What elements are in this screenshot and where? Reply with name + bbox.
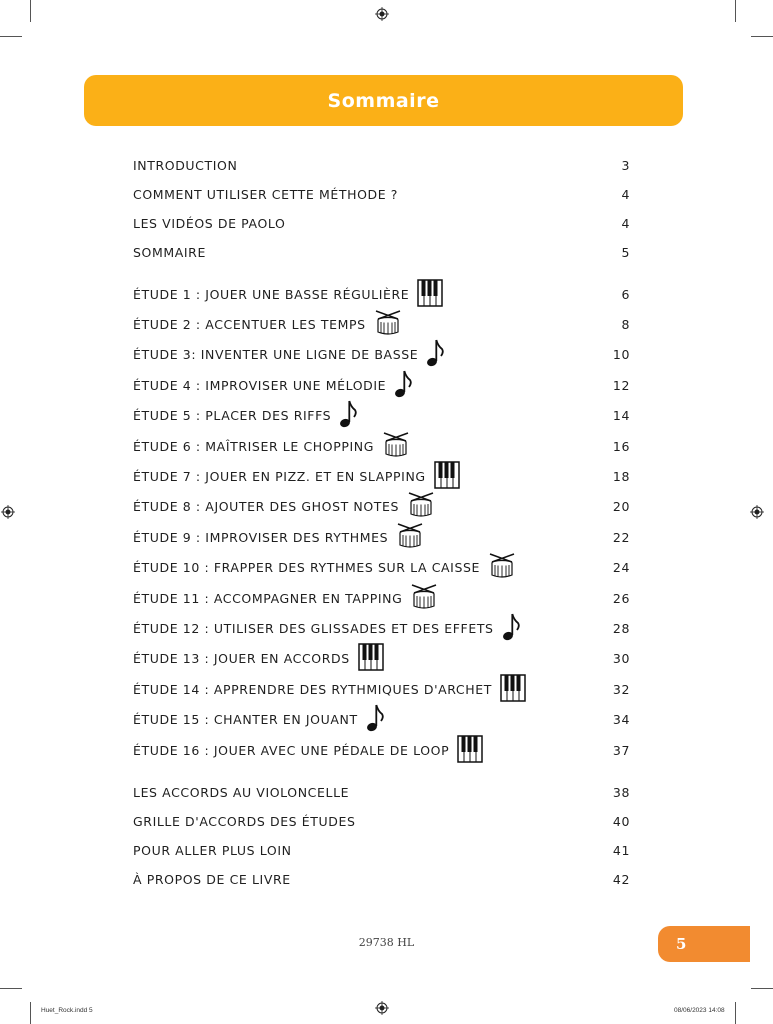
toc-entry-label: À PROPOS DE CE LIVRE	[133, 871, 291, 887]
slug-file: Huet_Rock.indd 5	[41, 1007, 93, 1014]
toc-entry-page: 16	[612, 438, 630, 454]
toc-entry[interactable]	[133, 707, 630, 733]
crop-mark	[0, 988, 22, 989]
piano-keys-icon	[457, 735, 483, 766]
header-banner	[84, 75, 683, 126]
toc-entry-page: 22	[612, 529, 630, 545]
toc-entry-label: POUR ALLER PLUS LOIN	[133, 842, 292, 858]
slug-date: 08/06/2023 14:08	[674, 1007, 725, 1014]
drum-icon	[407, 492, 435, 521]
toc-entry-page: 34	[612, 712, 630, 728]
toc-entry-label: GRILLE D'ACCORDS DES ÉTUDES	[133, 813, 356, 829]
toc-entry-title-group	[133, 523, 424, 552]
toc-entry-page: 26	[612, 590, 630, 606]
toc-entry[interactable]	[133, 615, 630, 641]
toc-entry[interactable]	[133, 676, 630, 702]
toc-entry-label: ÉTUDE 4 : IMPROVISER UNE MÉLODIE	[133, 377, 387, 393]
toc-entry-title-group	[133, 643, 384, 674]
page-number-tab	[658, 926, 750, 962]
toc-entry-title-group	[133, 399, 357, 432]
toc-entry-title-group	[133, 492, 435, 521]
toc-entry[interactable]	[133, 646, 630, 672]
piano-keys-icon	[500, 674, 526, 705]
crop-mark	[735, 1002, 736, 1024]
toc-entry-label: ÉTUDE 14 : APPRENDRE DES RYTHMIQUES D'ARCHET	[133, 681, 492, 697]
toc-entry-title-group	[133, 338, 444, 371]
toc-entry-title-group	[133, 245, 206, 260]
piano-keys-icon	[358, 643, 384, 674]
crop-mark	[735, 0, 736, 22]
toc-entry-title-group	[133, 703, 384, 736]
crop-mark	[0, 36, 22, 37]
toc-entry-page: 18	[612, 468, 630, 484]
registration-mark-icon	[375, 7, 389, 21]
toc-entry-label: LES VIDÉOS DE PAOLO	[133, 215, 286, 231]
toc-entry-title-group	[133, 187, 398, 202]
toc-entry-label: ÉTUDE 16 : JOUER AVEC UNE PÉDALE DE LOOP	[133, 742, 450, 758]
toc-entry[interactable]	[133, 555, 630, 581]
music-note-icon	[339, 399, 357, 432]
toc-entry[interactable]	[133, 585, 630, 611]
toc-entry-label: SOMMAIRE	[133, 244, 206, 260]
page-title: Sommaire	[327, 89, 440, 112]
toc-entry-label: COMMENT UTILISER CETTE MÉTHODE ?	[133, 186, 399, 202]
toc-entry-label: LES ACCORDS AU VIOLONCELLE	[133, 784, 350, 800]
drum-icon	[488, 553, 516, 582]
drum-icon	[396, 523, 424, 552]
toc-entry-page: 37	[612, 742, 630, 758]
toc-entry[interactable]	[133, 808, 630, 834]
toc-entry[interactable]	[133, 239, 630, 265]
toc-entry-label: ÉTUDE 7 : JOUER EN PIZZ. ET EN SLAPPING	[133, 468, 426, 484]
crop-mark	[751, 36, 773, 37]
toc-entry-page: 30	[612, 651, 630, 667]
crop-mark	[751, 988, 773, 989]
toc-entry[interactable]	[133, 210, 630, 236]
toc-entry-label: ÉTUDE 11 : ACCOMPAGNER EN TAPPING	[133, 590, 403, 606]
piano-keys-icon	[417, 279, 443, 310]
toc-entry[interactable]	[133, 737, 630, 763]
music-note-icon	[502, 612, 520, 645]
toc-entry-title-group	[133, 432, 410, 461]
toc-entry-label: ÉTUDE 2 : ACCENTUER LES TEMPS	[133, 316, 366, 332]
toc-entry-page: 40	[612, 813, 630, 829]
music-note-icon	[394, 369, 412, 402]
toc-entry[interactable]	[133, 372, 630, 398]
toc-entry[interactable]	[133, 463, 630, 489]
toc-entry-page: 5	[621, 244, 630, 260]
toc-entry[interactable]	[133, 311, 630, 337]
toc-entry-title-group	[133, 785, 349, 800]
toc-entry[interactable]	[133, 866, 630, 892]
toc-entry-title-group	[133, 369, 412, 402]
drum-icon	[382, 432, 410, 461]
crop-mark	[30, 0, 31, 22]
toc-entry-page: 3	[621, 157, 630, 173]
toc-entry[interactable]	[133, 281, 630, 307]
toc-entry-page: 4	[621, 215, 630, 231]
toc-entry-page: 20	[612, 499, 630, 515]
toc-entry[interactable]	[133, 837, 630, 863]
toc-entry-page: 6	[621, 286, 630, 302]
toc-entry-label: INTRODUCTION	[133, 157, 238, 173]
toc-entry-title-group	[133, 814, 356, 829]
toc-entry-label: ÉTUDE 3: INVENTER UNE LIGNE DE BASSE	[133, 347, 419, 363]
music-note-icon	[366, 703, 384, 736]
toc-entry-title-group	[133, 310, 402, 339]
toc-entry[interactable]	[133, 433, 630, 459]
toc-entry-page: 24	[612, 560, 630, 576]
registration-mark-icon	[750, 505, 764, 519]
toc-entry-label: ÉTUDE 1 : JOUER UNE BASSE RÉGULIÈRE	[133, 286, 410, 302]
toc-entry-page: 14	[612, 408, 630, 424]
drum-icon	[410, 584, 438, 613]
piano-keys-icon	[434, 461, 460, 492]
toc-entry-label: ÉTUDE 8 : AJOUTER DES GHOST NOTES	[133, 499, 400, 515]
toc-entry-page: 32	[612, 681, 630, 697]
toc-entry-label: ÉTUDE 12 : UTILISER DES GLISSADES ET DES EFFETS	[133, 620, 494, 636]
registration-mark-icon	[1, 505, 15, 519]
toc-entry-title-group	[133, 461, 460, 492]
toc-entry-page: 8	[621, 316, 630, 332]
toc-entry-title-group	[133, 158, 237, 173]
toc-entry-label: ÉTUDE 15 : CHANTER EN JOUANT	[133, 712, 358, 728]
toc-entry[interactable]	[133, 181, 630, 207]
crop-mark	[30, 1002, 31, 1024]
toc-entry-label: ÉTUDE 13 : JOUER EN ACCORDS	[133, 651, 350, 667]
toc-entry-title-group	[133, 612, 520, 645]
toc-entry-title-group	[133, 872, 291, 887]
toc-entry-page: 38	[612, 784, 630, 800]
catalog-code: 29738 HL	[358, 936, 415, 949]
toc-entry[interactable]	[133, 524, 630, 550]
toc-entry-page: 10	[612, 347, 630, 363]
toc-entry-title-group	[133, 279, 443, 310]
drum-icon	[374, 310, 402, 339]
toc-entry-page: 41	[612, 842, 630, 858]
toc-entry-title-group	[133, 735, 483, 766]
toc-entry-title-group	[133, 584, 438, 613]
toc-entry-page: 28	[612, 620, 630, 636]
registration-mark-icon	[375, 1001, 389, 1015]
toc-entry-title-group	[133, 843, 292, 858]
toc-entry[interactable]	[133, 403, 630, 429]
music-note-icon	[426, 338, 444, 371]
toc-entry[interactable]	[133, 342, 630, 368]
toc-entry-title-group	[133, 553, 516, 582]
toc-entry-title-group	[133, 216, 285, 231]
toc-entry-label: ÉTUDE 6 : MAÎTRISER LE CHOPPING	[133, 438, 375, 454]
toc-entry-label: ÉTUDE 5 : PLACER DES RIFFS	[133, 408, 332, 424]
toc-entry-page: 4	[621, 186, 630, 202]
toc-entry[interactable]	[133, 779, 630, 805]
toc-entry-title-group	[133, 674, 526, 705]
toc-entry[interactable]	[133, 494, 630, 520]
page-number: 5	[676, 935, 687, 953]
toc-entry-label: ÉTUDE 9 : IMPROVISER DES RYTHMES	[133, 529, 389, 545]
toc-entry-page: 42	[612, 871, 630, 887]
toc-entry-label: ÉTUDE 10 : FRAPPER DES RYTHMES SUR LA CAISSE	[133, 560, 481, 576]
toc-entry-page: 12	[612, 377, 630, 393]
toc-entry[interactable]	[133, 152, 630, 178]
